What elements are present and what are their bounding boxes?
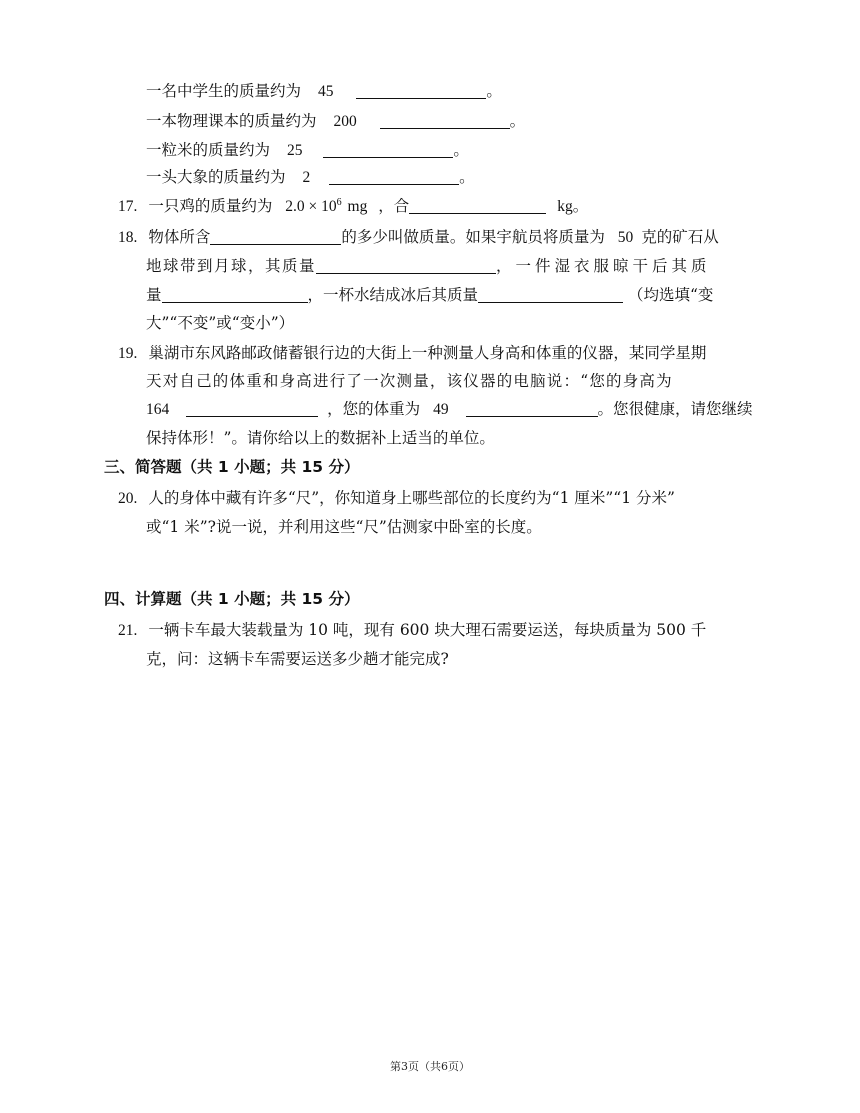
q18-text-1b: 的多少叫做质量。如果宇航员将质量为	[341, 228, 605, 246]
q19-number: 19.	[118, 345, 138, 362]
q18-mass: 50	[617, 229, 634, 246]
q18-line-3	[146, 284, 713, 306]
q18-blank-4[interactable]	[478, 286, 623, 303]
q19-text-4: 保持体形！”。请你给以上的数据补上适当的单位。	[146, 429, 495, 447]
q21-text-1: 一辆卡车最大装载量为 10 吨，现有 600 块大理石需要运送，每块质量为 500 千	[148, 621, 707, 639]
q18-text-1a: 物体所含	[148, 228, 211, 246]
q16-item-1-blank[interactable]	[356, 82, 486, 99]
q17-base: 2.0 × 10	[285, 198, 337, 215]
q17-text-a: 一只鸡的质量约为	[148, 197, 273, 215]
q16-item-1	[146, 80, 502, 103]
q20-text-2: 或“1 米”?说一说，并利用这些“尺”估测家中卧室的长度。	[146, 518, 542, 536]
q18-text-3c: （均选填“变	[627, 286, 714, 304]
q19-line-1	[118, 342, 706, 365]
q16-item-3-text: 一粒米的质量约为	[146, 141, 271, 159]
q16-item-3	[146, 139, 469, 162]
q16-item-3-end: 。	[453, 141, 469, 159]
q17-number: 17.	[118, 198, 138, 215]
q16-item-1-text: 一名中学生的质量约为	[146, 82, 302, 100]
q18-number: 18.	[118, 229, 138, 246]
q16-item-2-end: 。	[509, 112, 526, 130]
q16-item-2	[146, 110, 525, 133]
q17	[118, 195, 588, 218]
q19-text-1: 巢湖市东风路邮政储蓄银行边的大街上一种测量人身高和体重的仪器，某同学星期	[148, 344, 707, 362]
q19-line-4	[146, 427, 495, 449]
section-4-title: 四、计算题（共 1 小题；共 15 分）	[104, 590, 360, 608]
q18-line-4	[146, 312, 294, 334]
q21-number: 21.	[118, 622, 138, 639]
page-footer: 第3页（共6页）	[390, 1060, 470, 1073]
q17-expression	[285, 198, 367, 215]
q18-text-3a: 量	[146, 286, 162, 304]
q19-blank-weight[interactable]	[466, 400, 598, 417]
q18-line-2	[146, 255, 711, 277]
q18-line-1	[118, 226, 719, 249]
q18-text-4: 大”“不变”或“变小”）	[146, 314, 295, 332]
q18-blank-1[interactable]	[210, 228, 341, 245]
q16-item-4	[146, 166, 475, 189]
q16-item-4-value: 2	[302, 169, 311, 186]
q17-text-b: ，合	[378, 197, 410, 215]
q16-item-4-end: 。	[459, 168, 475, 186]
q21-line-2	[146, 648, 449, 670]
q17-end: 。	[572, 197, 589, 215]
q19-weight: 49	[433, 401, 449, 418]
q16-item-1-end: 。	[486, 82, 502, 100]
q18-text-1c: 克的矿石从	[641, 228, 719, 246]
q19-text-3c: 。您很健康，请您继续	[597, 400, 753, 418]
q20-text-1: 人的身体中藏有许多“尺”，你知道身上哪些部位的长度约为“1 厘米”“1 分米”	[148, 489, 675, 507]
q18-text-3b: ，一杯水结成冰后其质量	[307, 286, 479, 304]
q21-text-2: 克，问：这辆卡车需要运送多少趟才能完成?	[146, 650, 449, 668]
q16-item-2-blank[interactable]	[380, 112, 510, 129]
q17-unit-after: kg	[557, 198, 573, 215]
q16-item-1-value: 45	[317, 83, 334, 100]
q16-item-3-value: 25	[286, 142, 303, 159]
q19-line-3	[146, 398, 753, 421]
q16-item-4-blank[interactable]	[329, 168, 459, 185]
q17-exponent: 6	[336, 197, 342, 208]
q16-item-2-text: 一本物理课本的质量约为	[146, 112, 317, 130]
q18-blank-2[interactable]	[316, 257, 496, 274]
q16-item-4-text: 一头大象的质量约为	[146, 168, 286, 186]
q18-text-2a: 地球带到月球，其质量	[146, 257, 317, 275]
q17-blank[interactable]	[409, 197, 546, 214]
q19-blank-height[interactable]	[186, 400, 318, 417]
q20-number: 20.	[118, 490, 138, 507]
q19-line-2	[146, 370, 673, 392]
q20-line-1	[118, 487, 675, 510]
q18-text-2b: ，一件湿衣服晾干后其质	[496, 257, 711, 275]
q17-unit: mg	[347, 198, 368, 215]
q20-line-2	[146, 516, 542, 538]
section-3-title: 三、简答题（共 1 小题；共 15 分）	[104, 458, 360, 476]
q21-line-1	[118, 619, 706, 642]
q16-item-2-value: 200	[333, 113, 357, 130]
q19-height: 164	[146, 401, 170, 418]
q19-text-2: 天对自己的体重和身高进行了一次测量，该仪器的电脑说：“您的身高为	[146, 372, 673, 390]
q16-item-3-blank[interactable]	[323, 141, 453, 158]
q18-blank-3[interactable]	[162, 286, 308, 303]
q19-text-3b: ，您的体重为	[327, 400, 421, 418]
